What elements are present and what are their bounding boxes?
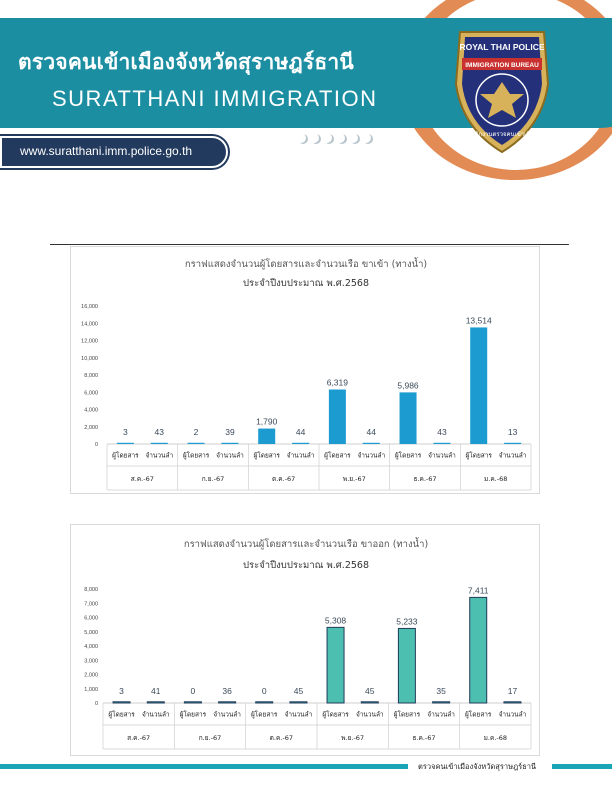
x-group-label: ส.ค.-67	[127, 733, 151, 742]
chart-title: กราฟแสดงจำนวนผู้โดยสารและจำนวนเรือ ขาออก (ทางน้ำ)	[183, 539, 429, 550]
bar-vessels	[433, 443, 450, 444]
x-series-label: ผู้โดยสาร	[394, 451, 422, 460]
y-tick-label: 5,000	[84, 629, 98, 636]
data-label: 5,233	[396, 616, 418, 627]
bar-passengers	[329, 389, 346, 444]
x-series-label: ผู้โดยสาร	[179, 710, 207, 719]
x-series-label: จำนวนลำ	[141, 710, 170, 719]
bar-passengers	[398, 628, 415, 703]
data-label: 7,411	[467, 585, 489, 596]
y-tick-label: 0	[94, 701, 98, 707]
x-series-label: ผู้โดยสาร	[393, 710, 421, 719]
y-tick-label: 4,000	[84, 644, 98, 650]
y-tick-label: 6,000	[84, 615, 98, 622]
data-label: 36	[222, 686, 232, 696]
bar-passengers	[256, 702, 273, 703]
bar-vessels	[361, 702, 378, 703]
chart-subtitle: ประจำปีงบประมาณ พ.ศ.2568	[242, 560, 370, 571]
x-group-label: พ.ย.-67	[342, 474, 366, 483]
footer-line-right	[552, 764, 612, 769]
y-tick-label: 16,000	[81, 304, 98, 310]
bar-passengers	[327, 627, 344, 703]
x-series-label: จำนวนลำ	[284, 710, 313, 719]
data-label: 1,790	[256, 416, 278, 427]
bar-vessels	[290, 702, 307, 703]
data-label: 17	[507, 686, 518, 696]
bar-passengers	[400, 392, 417, 444]
x-group-label: ม.ค.-68	[483, 474, 508, 483]
x-series-label: จำนวนลำ	[355, 710, 384, 719]
data-label: 39	[225, 427, 235, 437]
bar-vessels	[433, 702, 450, 703]
bar-vessels	[221, 443, 238, 444]
police-badge-logo	[452, 28, 552, 156]
y-tick-label: 6,000	[84, 390, 98, 397]
bar-passengers	[184, 702, 201, 703]
data-label: 44	[295, 427, 306, 437]
x-series-label: จำนวนลำ	[145, 451, 174, 460]
y-tick-label: 8,000	[84, 587, 98, 593]
footer-text: ตรวจคนเข้าเมืองจังหวัดสุราษฎร์ธานี	[418, 762, 537, 771]
chart-subtitle: ประจำปีงบประมาณ พ.ศ.2568	[242, 278, 370, 289]
data-label: 6,319	[326, 377, 349, 388]
header-title-thai: ตรวจคนเข้าเมืองจังหวัดสุราษฎร์ธานี	[18, 50, 354, 74]
data-label: 13,514	[465, 315, 492, 326]
bar-vessels	[363, 443, 380, 444]
outbound-chart-panel	[70, 524, 540, 756]
bar-vessels	[147, 702, 164, 703]
x-group-label: ต.ค.-67	[269, 733, 293, 742]
y-tick-label: 8,000	[84, 373, 98, 379]
bar-passengers	[470, 327, 487, 444]
x-series-label: ผู้โดยสาร	[182, 451, 210, 460]
data-label: 0	[190, 686, 196, 696]
data-label: 41	[151, 686, 161, 696]
y-tick-label: 0	[94, 442, 98, 448]
data-label: 43	[154, 427, 165, 437]
x-series-label: ผู้โดยสาร	[250, 710, 278, 719]
data-label: 5,308	[324, 615, 347, 626]
footer-line-left	[0, 764, 408, 769]
x-series-label: ผู้โดยสาร	[253, 451, 280, 460]
dot	[324, 134, 334, 144]
x-group-label: ธ.ค.-67	[413, 474, 437, 483]
x-group-label: ธ.ค.-67	[412, 733, 436, 742]
x-series-label: จำนวนลำ	[427, 710, 455, 719]
data-label: 13	[507, 427, 518, 437]
x-series-label: ผู้โดยสาร	[464, 710, 492, 719]
bar-passengers	[188, 443, 205, 444]
x-group-label: ส.ค.-67	[130, 474, 154, 483]
dot	[350, 134, 360, 144]
x-group-label: ก.ย.-67	[201, 474, 225, 483]
bar-passengers	[470, 597, 487, 703]
data-label: 45	[365, 686, 375, 696]
data-label: 43	[437, 427, 447, 437]
bar-vessels	[504, 443, 521, 444]
x-series-label: จำนวนลำ	[216, 451, 244, 460]
x-series-label: ผู้โดยสาร	[112, 451, 139, 460]
x-series-label: ผู้โดยสาร	[322, 710, 349, 719]
x-group-label: ต.ค.-67	[272, 474, 296, 483]
page-header	[0, 0, 612, 185]
badge-band-text: IMMIGRATION BUREAU	[465, 62, 539, 69]
y-tick-label: 7,000	[84, 601, 98, 608]
x-group-label: ม.ค.-68	[483, 733, 508, 742]
data-label: 5,986	[397, 380, 419, 391]
dot	[363, 134, 373, 144]
header-title-english: SURATTHANI IMMIGRATION	[52, 86, 378, 111]
y-tick-label: 12,000	[81, 338, 98, 345]
y-tick-label: 2,000	[84, 424, 98, 431]
dot	[337, 134, 347, 144]
website-url[interactable]: www.suratthani.imm.police.go.th	[20, 144, 193, 158]
x-series-label: ผู้โดยสาร	[324, 451, 351, 460]
bar-vessels	[292, 443, 309, 444]
dot	[311, 134, 321, 144]
data-label: 0	[261, 686, 267, 696]
chart-title: กราฟแสดงจำนวนผู้โดยสารและจำนวนเรือ ขาเข้า (ทางน้ำ)	[184, 259, 428, 270]
bar-passengers	[113, 702, 130, 703]
x-series-label: จำนวนลำ	[428, 451, 456, 460]
bar-vessels	[504, 702, 521, 703]
outbound-chart	[71, 525, 541, 757]
decorative-dots	[298, 134, 373, 144]
x-series-label: จำนวนลำ	[286, 451, 315, 460]
y-tick-label: 4,000	[84, 407, 98, 414]
bar-vessels	[151, 443, 168, 444]
data-label: 44	[366, 427, 377, 437]
x-series-label: จำนวนลำ	[498, 710, 527, 719]
y-tick-label: 2,000	[84, 672, 98, 679]
x-group-label: พ.ย.-67	[341, 733, 365, 742]
bar-vessels	[219, 702, 236, 703]
x-series-label: ผู้โดยสาร	[108, 710, 135, 719]
y-tick-label: 1,000	[84, 686, 98, 693]
data-label: 35	[436, 686, 446, 696]
data-label: 3	[123, 427, 128, 437]
dot	[298, 134, 308, 144]
badge-bottom-text: สำนักงานตรวจคนเข้าเมือง	[467, 131, 537, 138]
bar-passengers	[117, 443, 134, 444]
x-series-label: จำนวนลำ	[213, 710, 241, 719]
data-label: 2	[193, 427, 199, 437]
y-tick-label: 3,000	[84, 658, 98, 665]
badge-top-text: ROYAL THAI POLICE	[459, 42, 545, 52]
x-group-label: ก.ย.-67	[198, 733, 222, 742]
inbound-chart-panel	[70, 246, 540, 494]
inbound-chart	[71, 247, 541, 495]
x-series-label: จำนวนลำ	[357, 451, 386, 460]
x-series-label: ผู้โดยสาร	[465, 451, 492, 460]
data-label: 3	[119, 686, 124, 696]
x-series-label: จำนวนลำ	[498, 451, 527, 460]
data-label: 45	[293, 686, 304, 696]
y-tick-label: 10,000	[81, 355, 98, 362]
y-tick-label: 14,000	[81, 321, 98, 328]
bar-passengers	[258, 429, 275, 444]
section-divider	[50, 244, 569, 245]
